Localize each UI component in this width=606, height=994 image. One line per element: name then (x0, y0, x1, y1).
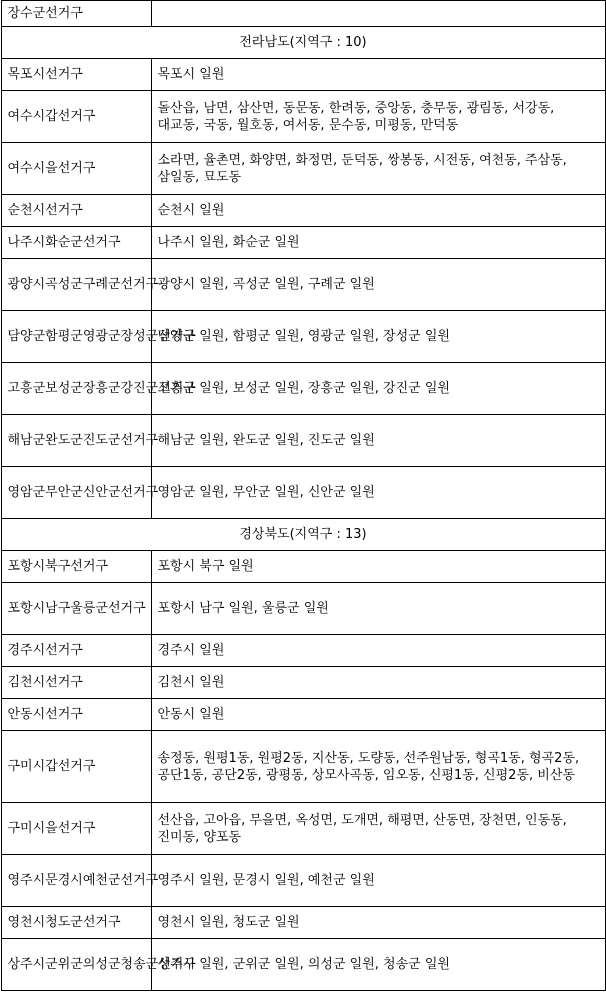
region-header-row (1, 519, 605, 551)
district-name: 구미시을선거구 (1, 803, 151, 855)
district-area: 김천시 일원 (151, 667, 605, 699)
table-row (1, 551, 605, 583)
table-row (1, 143, 605, 195)
district-area: 상주시 일원, 군위군 일원, 의성군 일원, 청송군 일원 (151, 939, 605, 991)
district-name: 김천시선거구 (1, 667, 151, 699)
table-row (1, 195, 605, 227)
table-row (1, 699, 605, 731)
region-header: 전라남도(지역구 : 10) (1, 27, 605, 59)
table-row (1, 415, 605, 467)
district-area: 선산읍, 고아읍, 무을면, 옥성면, 도개면, 해평면, 산동면, 장천면, 인동동, 진미동, 양포동 (151, 803, 605, 855)
table-row (1, 467, 605, 519)
district-table-body (1, 1, 605, 991)
district-area: 순천시 일원 (151, 195, 605, 227)
district-area (151, 1, 605, 27)
district-name: 안동시선거구 (1, 699, 151, 731)
district-area: 영천시 일원, 청도군 일원 (151, 907, 605, 939)
district-name: 영주시문경시예천군선거구 (1, 855, 151, 907)
district-name: 해남군완도군진도군선거구 (1, 415, 151, 467)
district-area: 담양군 일원, 함평군 일원, 영광군 일원, 장성군 일원 (151, 311, 605, 363)
district-name: 포항시남구울릉군선거구 (1, 583, 151, 635)
district-name: 장수군선거구 (1, 1, 151, 27)
table-row (1, 855, 605, 907)
district-area: 고흥군 일원, 보성군 일원, 장흥군 일원, 강진군 일원 (151, 363, 605, 415)
table-row (1, 635, 605, 667)
table-row (1, 939, 605, 991)
district-area: 나주시 일원, 화순군 일원 (151, 227, 605, 259)
table-row (1, 311, 605, 363)
table-row (1, 91, 605, 143)
district-area: 영주시 일원, 문경시 일원, 예천군 일원 (151, 855, 605, 907)
district-area: 해남군 일원, 완도군 일원, 진도군 일원 (151, 415, 605, 467)
district-name: 나주시화순군선거구 (1, 227, 151, 259)
district-name: 영천시청도군선거구 (1, 907, 151, 939)
table-row (1, 1, 605, 27)
district-area: 목포시 일원 (151, 59, 605, 91)
district-area: 돌산읍, 남면, 삼산면, 동문동, 한려동, 중앙동, 충무동, 광림동, 서강동, 대교동, 국동, 월호동, 여서동, 문수동, 미평동, 만덕동 (151, 91, 605, 143)
district-area: 경주시 일원 (151, 635, 605, 667)
table-row (1, 667, 605, 699)
district-name: 포항시북구선거구 (1, 551, 151, 583)
table-row (1, 363, 605, 415)
district-area: 송정동, 원평1동, 원평2동, 지산동, 도량동, 선주원남동, 형곡1동, 형곡2동, 공단1동, 공단2동, 광평동, 상모사곡동, 임오동, 신평1동, 신평2동, 비산동 (151, 731, 605, 803)
district-name: 광양시곡성군구례군선거구 (1, 259, 151, 311)
table-row (1, 907, 605, 939)
district-name: 여수시을선거구 (1, 143, 151, 195)
table-row (1, 803, 605, 855)
region-header-row (1, 27, 605, 59)
table-row (1, 731, 605, 803)
table-row (1, 227, 605, 259)
table-row (1, 583, 605, 635)
district-name: 영암군무안군신안군선거구 (1, 467, 151, 519)
table-row (1, 59, 605, 91)
district-area: 광양시 일원, 곡성군 일원, 구례군 일원 (151, 259, 605, 311)
district-area: 영암군 일원, 무안군 일원, 신안군 일원 (151, 467, 605, 519)
district-name: 경주시선거구 (1, 635, 151, 667)
district-name: 순천시선거구 (1, 195, 151, 227)
district-area: 안동시 일원 (151, 699, 605, 731)
district-name: 목포시선거구 (1, 59, 151, 91)
table-row (1, 259, 605, 311)
district-name: 담양군함평군영광군장성군선거구 (1, 311, 151, 363)
district-area: 소라면, 율촌면, 화양면, 화정면, 둔덕동, 쌍봉동, 시전동, 여천동, 주삼동, 삼일동, 묘도동 (151, 143, 605, 195)
district-name: 고흥군보성군장흥군강진군선거구 (1, 363, 151, 415)
district-name: 구미시갑선거구 (1, 731, 151, 803)
district-area: 포항시 북구 일원 (151, 551, 605, 583)
region-header: 경상북도(지역구 : 13) (1, 519, 605, 551)
district-name: 상주시군위군의성군청송군선거구 (1, 939, 151, 991)
district-table (1, 0, 606, 991)
district-area: 포항시 남구 일원, 울릉군 일원 (151, 583, 605, 635)
district-name: 여수시갑선거구 (1, 91, 151, 143)
